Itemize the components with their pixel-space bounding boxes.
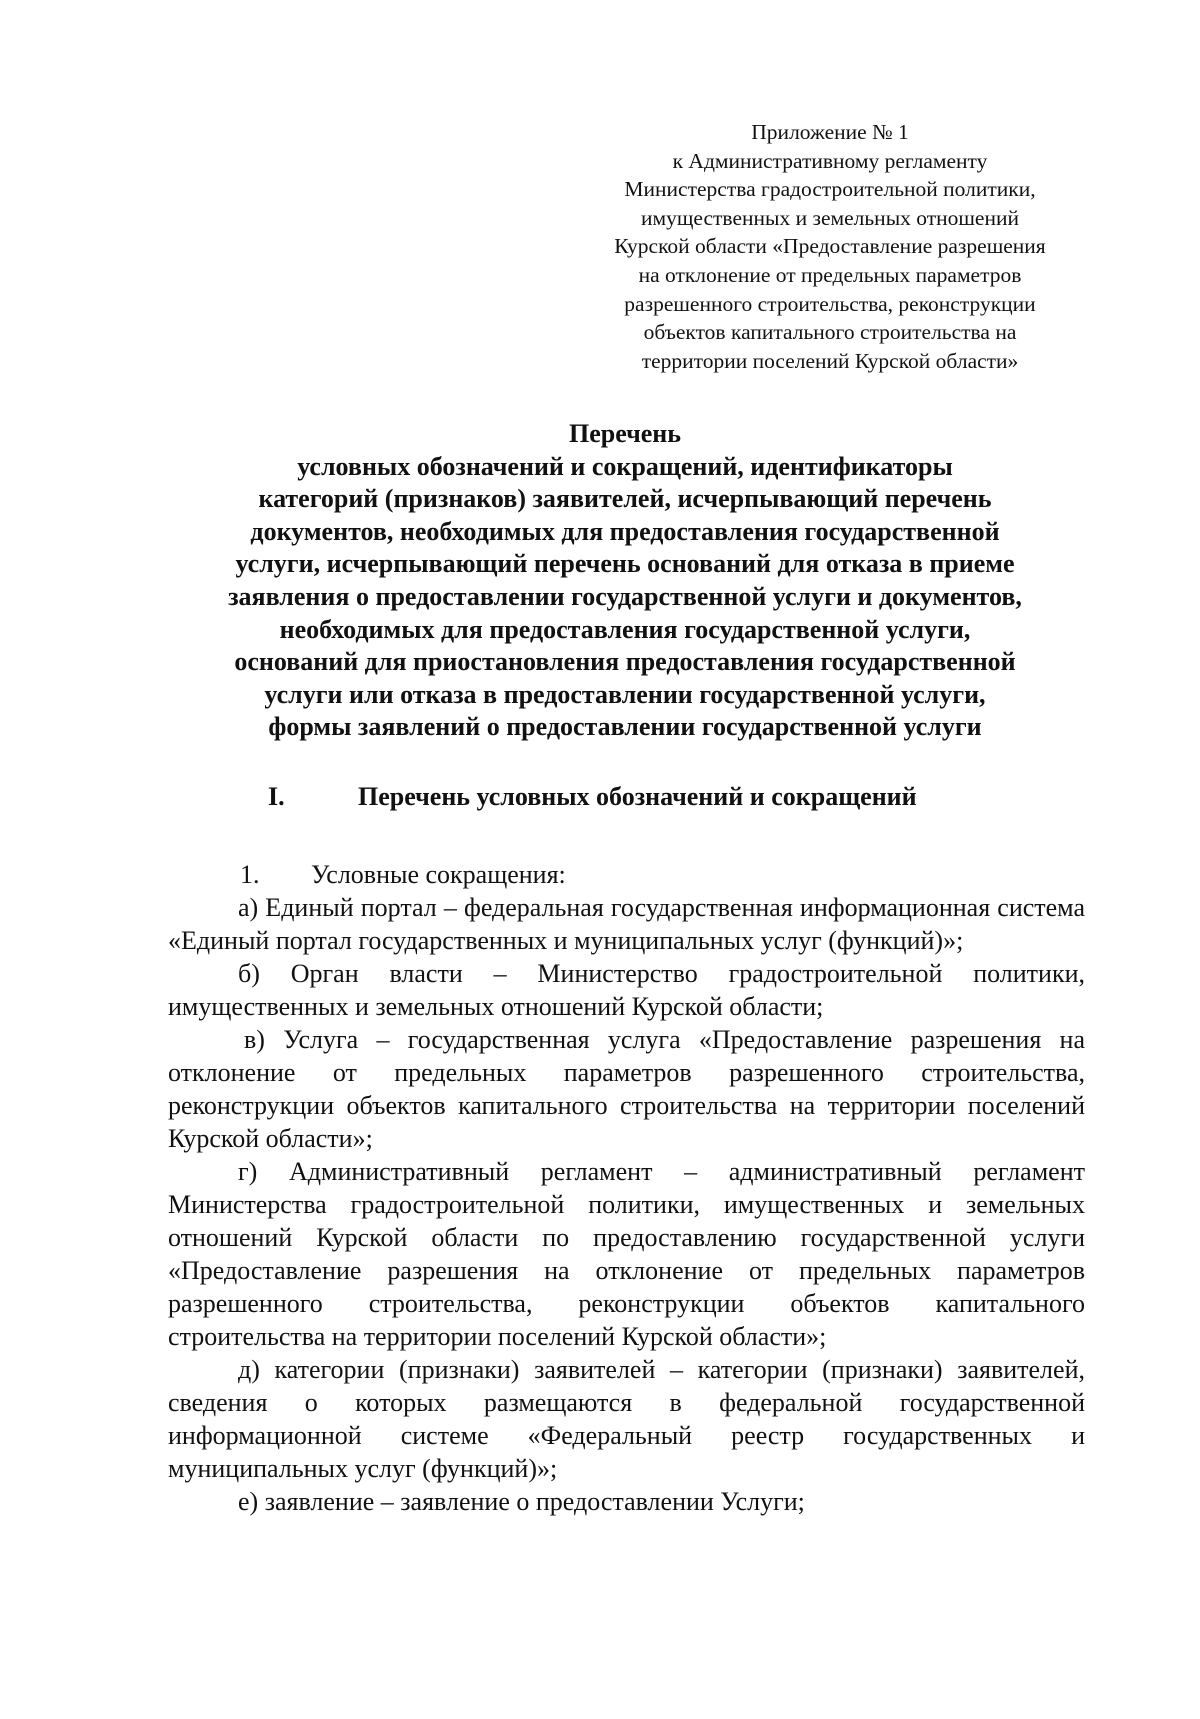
title-line: формы заявлений о предоставлении государственной услуги	[268, 712, 982, 742]
appendix-line: территории поселений Курской области»	[641, 348, 1019, 373]
title-line: категорий (признаков) заявителей, исчерпывающий перечень	[258, 484, 992, 514]
appendix-line: объектов капитального строительства на	[643, 320, 1017, 345]
appendix-header	[580, 118, 1080, 375]
definition-paragraph: в) Услуга – государственная услуга «Предоставление разрешения на отклонение от предельных параметров разрешенного строительства, реконструкции объектов капитального строительства на территории поселений Курской области»;	[168, 1025, 1085, 1153]
definition-paragraph: г) Административный регламент – административный регламент Министерства градостроительной политики, имущественных и земельных отношений Курской области по предоставлению государственной услуги «Предоставление разрешения на отклонение от предельных параметров разрешенного строительства, реконструкции объектов капитального строительства на территории поселений Курской области»;	[168, 1157, 1085, 1351]
item-label: Условные сокращения:	[311, 860, 566, 889]
appendix-line: на отклонение от предельных параметров	[638, 262, 1022, 287]
title-line: необходимых для предоставления государственной услуги,	[279, 614, 971, 644]
definition-paragraph: е) заявление – заявление о предоставлении Услуги;	[238, 1487, 805, 1516]
item-number: 1.	[240, 860, 260, 889]
document-title	[160, 418, 1090, 744]
appendix-line: Курской области «Предоставление разрешения	[614, 234, 1046, 259]
definition-paragraph: б) Орган власти – Министерство градостроительной политики, имущественных и земельных отношений Курской области;	[168, 959, 1085, 1021]
item-heading	[168, 858, 1085, 891]
appendix-line: имущественных и земельных отношений	[641, 205, 1019, 230]
definition-paragraph: д) категории (признаки) заявителей – категории (признаки) заявителей, сведения о которых размещаются в федеральной государственной информационной системе «Федеральный реестр государственных и муниципальных услуг (функций)»;	[168, 1355, 1085, 1483]
appendix-line: Приложение № 1	[751, 120, 909, 144]
body-text	[168, 858, 1085, 1518]
title-line: документов, необходимых для предоставления государственной	[250, 516, 1000, 546]
title-line: услуги, исчерпывающий перечень оснований для отказа в приеме	[235, 549, 1015, 579]
definition-paragraph: а) Единый портал – федеральная государственная информационная система «Единый портал государственных и муниципальных услуг (функций)»;	[168, 893, 1085, 955]
appendix-line: к Административному регламенту	[672, 148, 988, 173]
title-line: условных обозначений и сокращений, идентификаторы	[297, 451, 953, 481]
title-line: заявления о предоставлении государственной услуги и документов,	[228, 581, 1022, 611]
section-number: I.	[268, 782, 285, 811]
appendix-line: Министерства градостроительной политики,	[624, 177, 1036, 202]
section-title: Перечень условных обозначений и сокращений	[358, 782, 917, 811]
title-line: услуги или отказа в предоставлении государственной услуги,	[264, 679, 986, 709]
title-line: Перечень	[568, 419, 682, 448]
title-line: оснований для приостановления предоставления государственной	[234, 647, 1016, 677]
appendix-line: разрешенного строительства, реконструкции	[624, 291, 1036, 316]
